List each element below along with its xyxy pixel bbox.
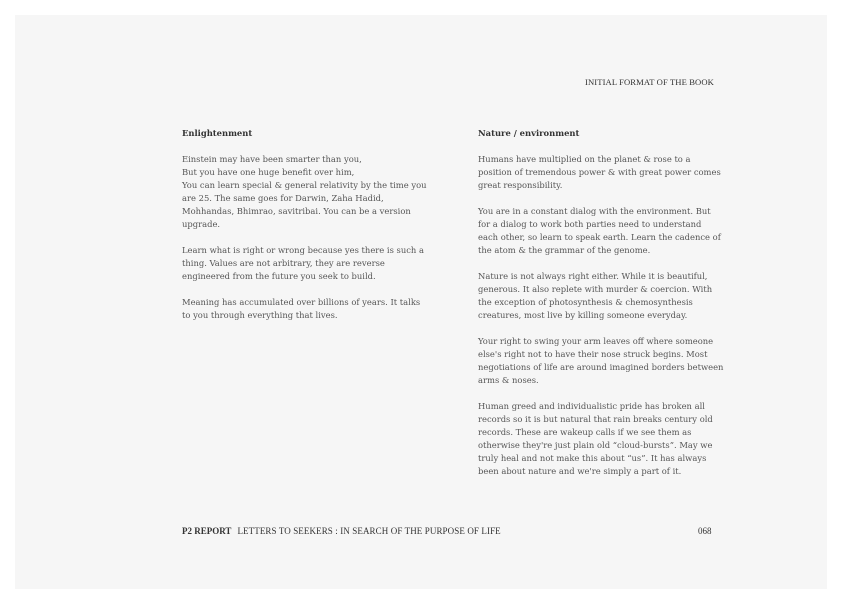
section-heading-enlightenment: Enlightenment xyxy=(182,128,253,138)
paragraph: Your right to swing your arm leaves off where someone else's right not to have their nose struck begins. Most negotiations of life are around imagined borders between arms & noses. xyxy=(478,336,724,385)
footer xyxy=(182,526,722,536)
footer-subtitle: LETTERS TO SEEKERS : IN SEARCH OF THE PURPOSE OF LIFE xyxy=(237,526,501,536)
running-header: INITIAL FORMAT OF THE BOOK xyxy=(585,77,714,87)
paragraph: Learn what is right or wrong because yes there is such a thing. Values are not arbitrary, they are reverse engineered from the future you seek to build. xyxy=(182,245,424,281)
page-number: 068 xyxy=(698,526,712,536)
left-column xyxy=(182,127,428,335)
paragraph: You are in a constant dialog with the environment. But for a dialog to work both parties need to understand each other, so learn to speak earth. Learn the cadence of the atom & the grammar of the genome. xyxy=(478,206,721,255)
section-heading-nature: Nature / environment xyxy=(478,128,580,138)
paragraph: Meaning has accumulated over billions of years. It talks to you through everything that lives. xyxy=(182,297,421,320)
right-column xyxy=(478,127,724,491)
paragraph: Nature is not always right either. While it is beautiful, generous. It also replete with murder & coercion. With the exception of photosynthesis & chemosynthesis creatures, most live by killing someone everyday. xyxy=(478,271,713,320)
footer-brand: P2 REPORT xyxy=(182,526,232,536)
paragraph: Human greed and individualistic pride has broken all records so it is but natural that rain breaks century old records. These are wakeup calls if we see them as otherwise they're just plain old “cloud-bursts”. May we truly heal and not make this about “us”. It has always been about nature and we're simply a part of it. xyxy=(478,401,713,476)
paragraph: Einstein may have been smarter than you, But you have one huge benefit over him, You can learn special & general relativity by the time you are 25. The same goes for Darwin, Zaha Hadid, Mohhandas, Bhimrao, savitribai. You can be a version upgrade. xyxy=(182,154,427,229)
paragraph: Humans have multiplied on the planet & rose to a position of tremendous power & with great power comes great responsibility. xyxy=(478,154,721,190)
